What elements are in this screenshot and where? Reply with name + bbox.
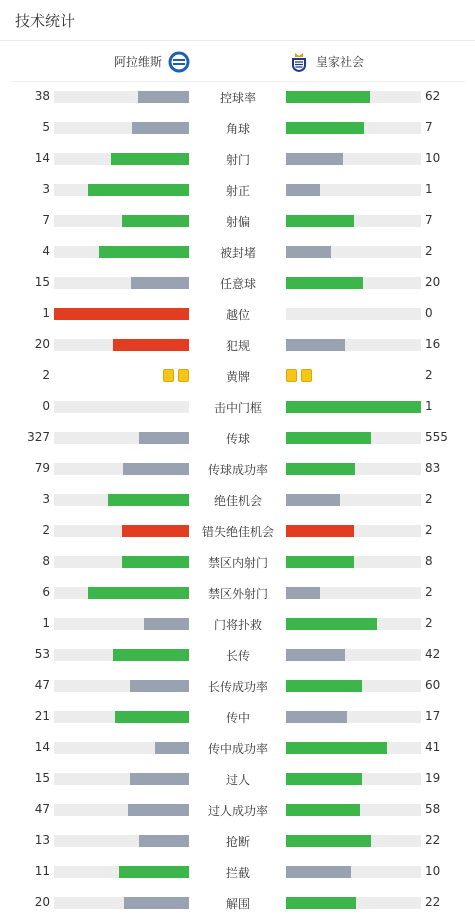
home-value: 1	[42, 306, 50, 320]
away-bar-track	[286, 773, 421, 785]
home-bar-fill	[139, 432, 189, 444]
away-value: 83	[425, 461, 441, 475]
away-bar-track	[286, 711, 421, 723]
away-bar-fill	[286, 122, 364, 134]
home-value: 15	[34, 275, 50, 289]
home-value: 47	[34, 678, 50, 692]
home-bar-track	[54, 494, 189, 506]
stat-label: 过人成功率	[207, 804, 268, 818]
stat-row	[0, 639, 475, 670]
stat-label: 射偏	[225, 215, 250, 229]
home-bar-track	[54, 432, 189, 444]
away-team-name: 皇家社会	[316, 55, 365, 69]
away-bar-fill	[286, 866, 351, 878]
away-bar-fill	[286, 804, 360, 816]
home-bar-track	[54, 277, 189, 289]
away-bar-fill	[286, 587, 320, 599]
home-bar-track	[54, 711, 189, 723]
home-bar-track	[54, 897, 189, 909]
away-bar-fill	[286, 184, 320, 196]
home-value: 1	[42, 616, 50, 630]
away-bar-fill	[286, 215, 354, 227]
home-bar-track	[54, 804, 189, 816]
away-bar-track	[286, 184, 421, 196]
home-bar-track	[54, 680, 189, 692]
stat-label: 长传成功率	[207, 680, 268, 694]
home-value: 11	[34, 864, 50, 878]
stat-row	[0, 174, 475, 205]
away-bar-track	[286, 122, 421, 134]
stat-label: 越位	[225, 308, 250, 322]
stat-row	[0, 298, 475, 329]
away-bar-fill	[286, 525, 354, 537]
home-team[interactable]	[0, 41, 190, 82]
away-value: 1	[425, 182, 433, 196]
home-bar-track	[54, 246, 189, 258]
home-bar-fill	[122, 215, 190, 227]
away-bar-fill	[286, 432, 371, 444]
home-bar-fill	[123, 463, 189, 475]
stat-row	[0, 267, 475, 298]
home-bar-track	[54, 122, 189, 134]
stat-row	[0, 794, 475, 825]
stat-label: 抢断	[225, 835, 250, 849]
away-bar-track	[286, 308, 421, 320]
stat-row	[0, 515, 475, 546]
away-bar-fill	[286, 618, 377, 630]
away-value: 8	[425, 554, 433, 568]
stat-row	[0, 577, 475, 608]
teams-row	[0, 41, 475, 82]
stat-row	[0, 484, 475, 515]
home-bar-track	[54, 649, 189, 661]
stat-label: 解围	[225, 897, 250, 911]
stat-label: 角球	[225, 122, 250, 136]
stat-label: 任意球	[219, 277, 256, 291]
home-bar-fill	[144, 618, 189, 630]
home-value: 2	[42, 523, 50, 537]
stats-list	[0, 81, 475, 918]
home-value: 38	[34, 89, 50, 103]
stat-label: 传球成功率	[207, 463, 268, 477]
away-value: 1	[425, 399, 433, 413]
stat-label: 禁区内射门	[207, 556, 268, 570]
home-bar-fill	[128, 804, 189, 816]
home-bar-track	[54, 525, 189, 537]
home-bar-fill	[99, 246, 190, 258]
away-bar-fill	[286, 711, 347, 723]
away-value: 0	[425, 306, 433, 320]
away-bar-track	[286, 91, 421, 103]
away-value: 17	[425, 709, 441, 723]
away-value: 58	[425, 802, 441, 816]
away-bar-fill	[286, 680, 362, 692]
yellow-card-icon	[301, 369, 312, 382]
stat-row	[0, 763, 475, 794]
stat-row	[0, 329, 475, 360]
stat-row	[0, 81, 475, 112]
away-bar-track	[286, 525, 421, 537]
stat-row	[0, 360, 475, 391]
away-bar-track	[286, 432, 421, 444]
home-bar-track	[54, 463, 189, 475]
yellow-card-icon	[286, 369, 297, 382]
home-bar-fill	[132, 122, 189, 134]
page-title: 技术统计	[15, 12, 76, 30]
away-bar-track	[286, 897, 421, 909]
away-value: 2	[425, 244, 433, 258]
away-value: 2	[425, 523, 433, 537]
away-bar-fill	[286, 277, 363, 289]
stat-label: 射正	[225, 184, 250, 198]
home-bar-fill	[119, 866, 189, 878]
stat-label: 传球	[225, 432, 250, 446]
stat-label: 射门	[225, 153, 250, 167]
away-value: 41	[425, 740, 441, 754]
home-value: 7	[42, 213, 50, 227]
away-bar-fill	[286, 649, 345, 661]
home-team-name: 阿拉维斯	[113, 55, 162, 69]
away-bar-fill	[286, 463, 355, 475]
home-bar-fill	[115, 711, 189, 723]
stat-label: 犯规	[225, 339, 250, 353]
away-value: 2	[425, 492, 433, 506]
home-value: 6	[42, 585, 50, 599]
home-value: 327	[27, 430, 50, 444]
away-value: 2	[425, 585, 433, 599]
away-value: 42	[425, 647, 441, 661]
home-bar-fill	[155, 742, 189, 754]
away-value: 16	[425, 337, 441, 351]
home-bar-fill	[130, 680, 189, 692]
yellow-card-icon	[163, 369, 174, 382]
stat-label: 错失绝佳机会	[201, 525, 274, 539]
home-bar-track	[54, 308, 189, 320]
away-bar-track	[286, 649, 421, 661]
stat-row	[0, 825, 475, 856]
stat-label: 绝佳机会	[213, 494, 262, 508]
away-bar-track	[286, 835, 421, 847]
home-value: 47	[34, 802, 50, 816]
away-bar-fill	[286, 494, 340, 506]
home-bar-fill	[130, 773, 189, 785]
stat-row	[0, 856, 475, 887]
stat-row	[0, 453, 475, 484]
stat-row	[0, 391, 475, 422]
away-bar-fill	[286, 742, 387, 754]
stat-row	[0, 205, 475, 236]
away-bar-fill	[286, 773, 362, 785]
home-bar-fill	[113, 339, 189, 351]
stat-label: 长传	[225, 649, 250, 663]
away-value: 10	[425, 864, 441, 878]
away-bar-fill	[286, 835, 371, 847]
away-bar-fill	[286, 339, 345, 351]
home-value: 4	[42, 244, 50, 258]
stat-row	[0, 732, 475, 763]
home-value: 13	[34, 833, 50, 847]
home-bar-track	[54, 184, 189, 196]
home-bar-track	[54, 153, 189, 165]
away-bar-fill	[286, 897, 356, 909]
away-value: 2	[425, 616, 433, 630]
home-bar-track	[54, 618, 189, 630]
home-bar-fill	[138, 91, 189, 103]
away-value: 2	[425, 368, 433, 382]
home-bar-fill	[88, 184, 189, 196]
away-value: 10	[425, 151, 441, 165]
home-bar-track	[54, 401, 189, 413]
home-value: 79	[34, 461, 50, 475]
home-bar-track	[54, 556, 189, 568]
stat-row	[0, 701, 475, 732]
away-team[interactable]	[288, 41, 364, 82]
away-bar-track	[286, 804, 421, 816]
home-value: 8	[42, 554, 50, 568]
stat-label: 门将扑救	[213, 618, 262, 632]
away-value: 20	[425, 275, 441, 289]
away-bar-track	[286, 277, 421, 289]
home-value: 2	[42, 368, 50, 382]
away-bar-fill	[286, 153, 343, 165]
home-bar-fill	[131, 277, 189, 289]
away-value: 555	[425, 430, 448, 444]
alaves-crest-icon	[168, 51, 190, 73]
home-bar-track	[54, 215, 189, 227]
home-bar-track	[54, 773, 189, 785]
away-value: 62	[425, 89, 441, 103]
stat-label: 控球率	[219, 91, 256, 105]
stat-row	[0, 546, 475, 577]
header-bar	[0, 0, 475, 41]
stat-row	[0, 608, 475, 639]
away-bar-fill	[286, 246, 331, 258]
home-bar-fill	[113, 649, 189, 661]
home-value: 0	[42, 399, 50, 413]
away-bar-track	[286, 401, 421, 413]
home-value: 3	[42, 492, 50, 506]
stat-label: 被封堵	[219, 246, 256, 260]
home-value: 14	[34, 151, 50, 165]
away-value: 7	[425, 120, 433, 134]
away-bar-track	[286, 680, 421, 692]
away-bar-track	[286, 866, 421, 878]
home-bar-fill	[54, 308, 189, 320]
home-bar-track	[54, 742, 189, 754]
home-bar-track	[54, 835, 189, 847]
away-bar-track	[286, 339, 421, 351]
stat-row	[0, 887, 475, 918]
stat-label: 传中	[225, 711, 250, 725]
away-bar-track	[286, 556, 421, 568]
away-value: 19	[425, 771, 441, 785]
away-bar-track	[286, 153, 421, 165]
away-value: 22	[425, 895, 441, 909]
stat-label: 过人	[225, 773, 250, 787]
real-sociedad-crest-icon	[288, 51, 310, 73]
home-bar-fill	[108, 494, 189, 506]
home-value: 14	[34, 740, 50, 754]
away-bar-track	[286, 587, 421, 599]
home-bar-fill	[111, 153, 189, 165]
home-value: 3	[42, 182, 50, 196]
stat-row	[0, 143, 475, 174]
away-yellow-cards	[286, 369, 312, 382]
home-bar-fill	[88, 587, 189, 599]
home-bar-track	[54, 587, 189, 599]
stat-label: 传中成功率	[207, 742, 268, 756]
stat-row	[0, 236, 475, 267]
home-bar-track	[54, 91, 189, 103]
away-bar-track	[286, 618, 421, 630]
home-value: 15	[34, 771, 50, 785]
yellow-card-icon	[178, 369, 189, 382]
stat-row	[0, 670, 475, 701]
away-bar-track	[286, 742, 421, 754]
home-bar-fill	[122, 525, 190, 537]
stat-label: 禁区外射门	[207, 587, 268, 601]
stat-label: 拦截	[225, 866, 250, 880]
home-value: 20	[34, 337, 50, 351]
away-bar-track	[286, 463, 421, 475]
stat-row	[0, 112, 475, 143]
home-value: 21	[34, 709, 50, 723]
away-bar-fill	[286, 91, 370, 103]
home-bar-fill	[124, 897, 189, 909]
away-bar-track	[286, 246, 421, 258]
stat-label: 击中门框	[213, 401, 262, 415]
away-bar-fill	[286, 401, 421, 413]
home-bar-fill	[122, 556, 190, 568]
away-bar-fill	[286, 556, 354, 568]
home-bar-fill	[139, 835, 189, 847]
stat-row	[0, 422, 475, 453]
home-yellow-cards	[163, 369, 189, 382]
home-bar-track	[54, 866, 189, 878]
home-value: 53	[34, 647, 50, 661]
home-value: 20	[34, 895, 50, 909]
away-value: 60	[425, 678, 441, 692]
away-bar-track	[286, 494, 421, 506]
stat-label: 黄牌	[225, 370, 250, 384]
away-bar-track	[286, 215, 421, 227]
away-value: 22	[425, 833, 441, 847]
home-value: 5	[42, 120, 50, 134]
home-bar-track	[54, 339, 189, 351]
away-value: 7	[425, 213, 433, 227]
